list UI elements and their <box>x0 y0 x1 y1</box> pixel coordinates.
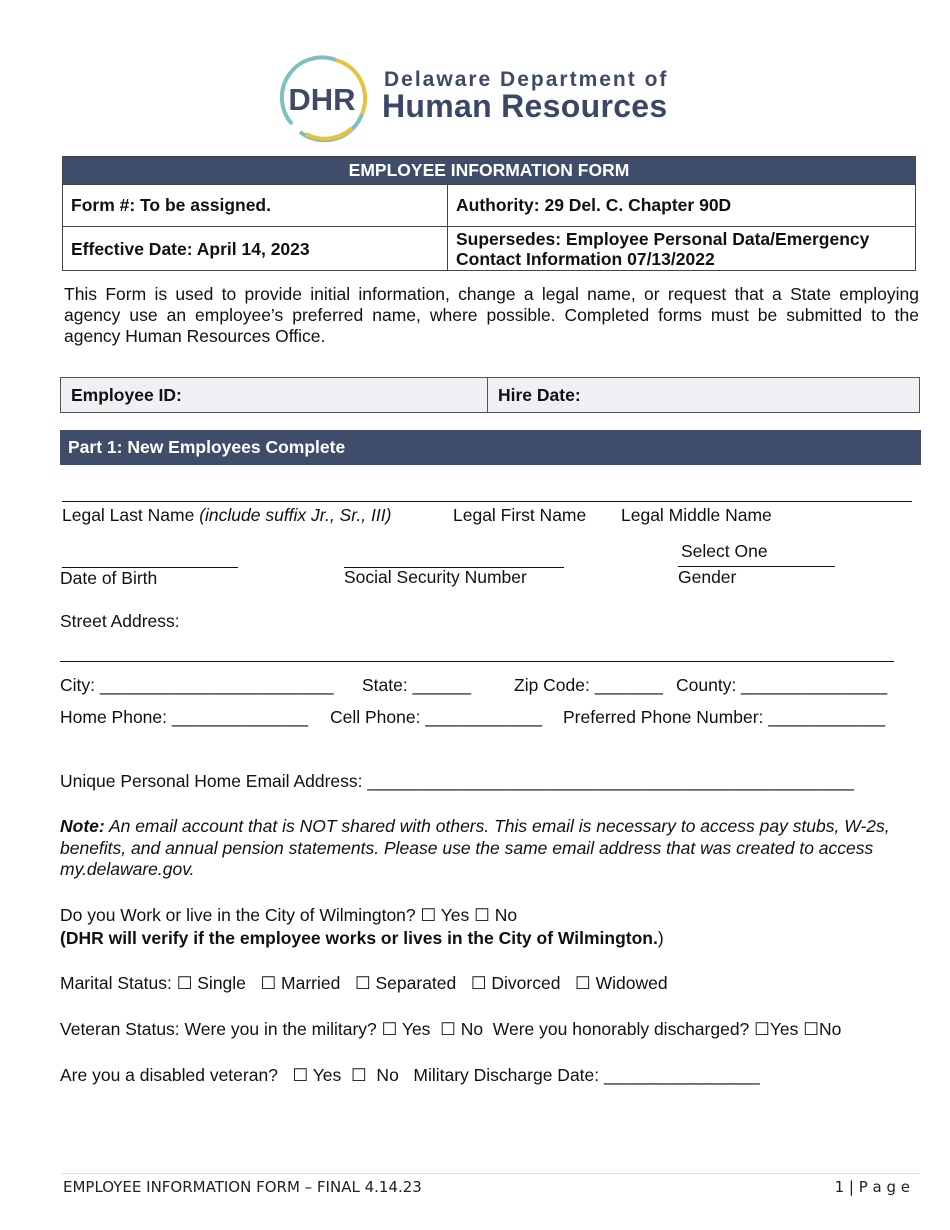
logo-org-top: Delaware Department of <box>384 68 669 91</box>
page-number: 1 | P a g e <box>834 1178 910 1196</box>
hire-date-label: Hire Date: <box>498 385 581 405</box>
wilmington-verify-note: (DHR will verify if the employee works or lives in the City of Wilmington.) <box>60 928 664 948</box>
zip-field[interactable]: Zip Code: _______ <box>514 675 663 695</box>
home-phone-field[interactable]: Home Phone: ______________ <box>60 707 309 727</box>
disabled-veteran[interactable]: Are you a disabled veteran? ☐ Yes ☐ No Military Discharge Date: ________________ <box>60 1065 760 1085</box>
employee-id-row <box>60 377 920 413</box>
ssn-label: Social Security Number <box>344 567 527 587</box>
supersedes: Supersedes: Employee Personal Data/Emergency Contact Information 07/13/2022 <box>448 227 916 271</box>
dhr-logo <box>276 54 696 142</box>
employee-id-field[interactable] <box>61 378 487 412</box>
cell-phone-field[interactable]: Cell Phone: ____________ <box>330 707 543 727</box>
street-address-line[interactable] <box>60 661 894 662</box>
form-header-table <box>62 156 916 271</box>
email-note: Note: An email account that is NOT shared with others. This email is necessary to access pay stubs, W-2s, benefits, and annual pension statements. Please use the same email address that was created to access my.delaware.gov. <box>60 816 890 879</box>
footer-left: EMPLOYEE INFORMATION FORM – FINAL 4.14.23 <box>63 1178 422 1196</box>
gender-select[interactable]: Select One <box>681 541 768 561</box>
legal-last-name-label: Legal Last Name (include suffix Jr., Sr., III) <box>62 505 392 525</box>
street-address-label: Street Address: <box>60 611 180 631</box>
employee-id-label: Employee ID: <box>71 385 182 405</box>
logo-mark-text: DHR <box>288 82 356 117</box>
preferred-phone-field[interactable]: Preferred Phone Number: ____________ <box>563 707 886 727</box>
hire-date-field[interactable] <box>488 378 918 412</box>
name-input-line[interactable] <box>62 501 912 502</box>
part1-header: Part 1: New Employees Complete <box>60 430 921 465</box>
county-field[interactable]: County: _______________ <box>676 675 888 695</box>
state-field[interactable]: State: ______ <box>362 675 471 695</box>
wilmington-question[interactable]: Do you Work or live in the City of Wilmington? ☐ Yes ☐ No <box>60 905 518 925</box>
effective-date: Effective Date: April 14, 2023 <box>63 227 448 271</box>
footer-rule <box>62 1173 920 1174</box>
city-field[interactable]: City: ________________________ <box>60 675 334 695</box>
veteran-status[interactable]: Veteran Status: Were you in the military? ☐ Yes ☐ No Were you honorably discharged? ☐Yes ☐No <box>60 1019 842 1039</box>
gender-label: Gender <box>678 567 737 587</box>
form-authority: Authority: 29 Del. C. Chapter 90D <box>448 185 916 227</box>
intro-text: This Form is used to provide initial information, change a legal name, or request that a State employing agency use an employee’s preferred name, where possible. Completed forms must be submitted to the agency Human Resources Office. <box>64 284 919 346</box>
dhr-logo-mark-icon <box>276 54 372 142</box>
logo-org-main: Human Resources <box>382 88 668 124</box>
dob-label: Date of Birth <box>60 568 158 588</box>
marital-status[interactable]: Marital Status: ☐ Single ☐ Married ☐ Separated ☐ Divorced ☐ Widowed <box>60 973 668 993</box>
form-title: EMPLOYEE INFORMATION FORM <box>63 157 916 185</box>
email-field[interactable]: Unique Personal Home Email Address: __________________________________________________ <box>60 771 855 791</box>
legal-middle-name-label: Legal Middle Name <box>621 505 772 525</box>
legal-first-name-label: Legal First Name <box>453 505 587 525</box>
form-number: Form #: To be assigned. <box>63 185 448 227</box>
